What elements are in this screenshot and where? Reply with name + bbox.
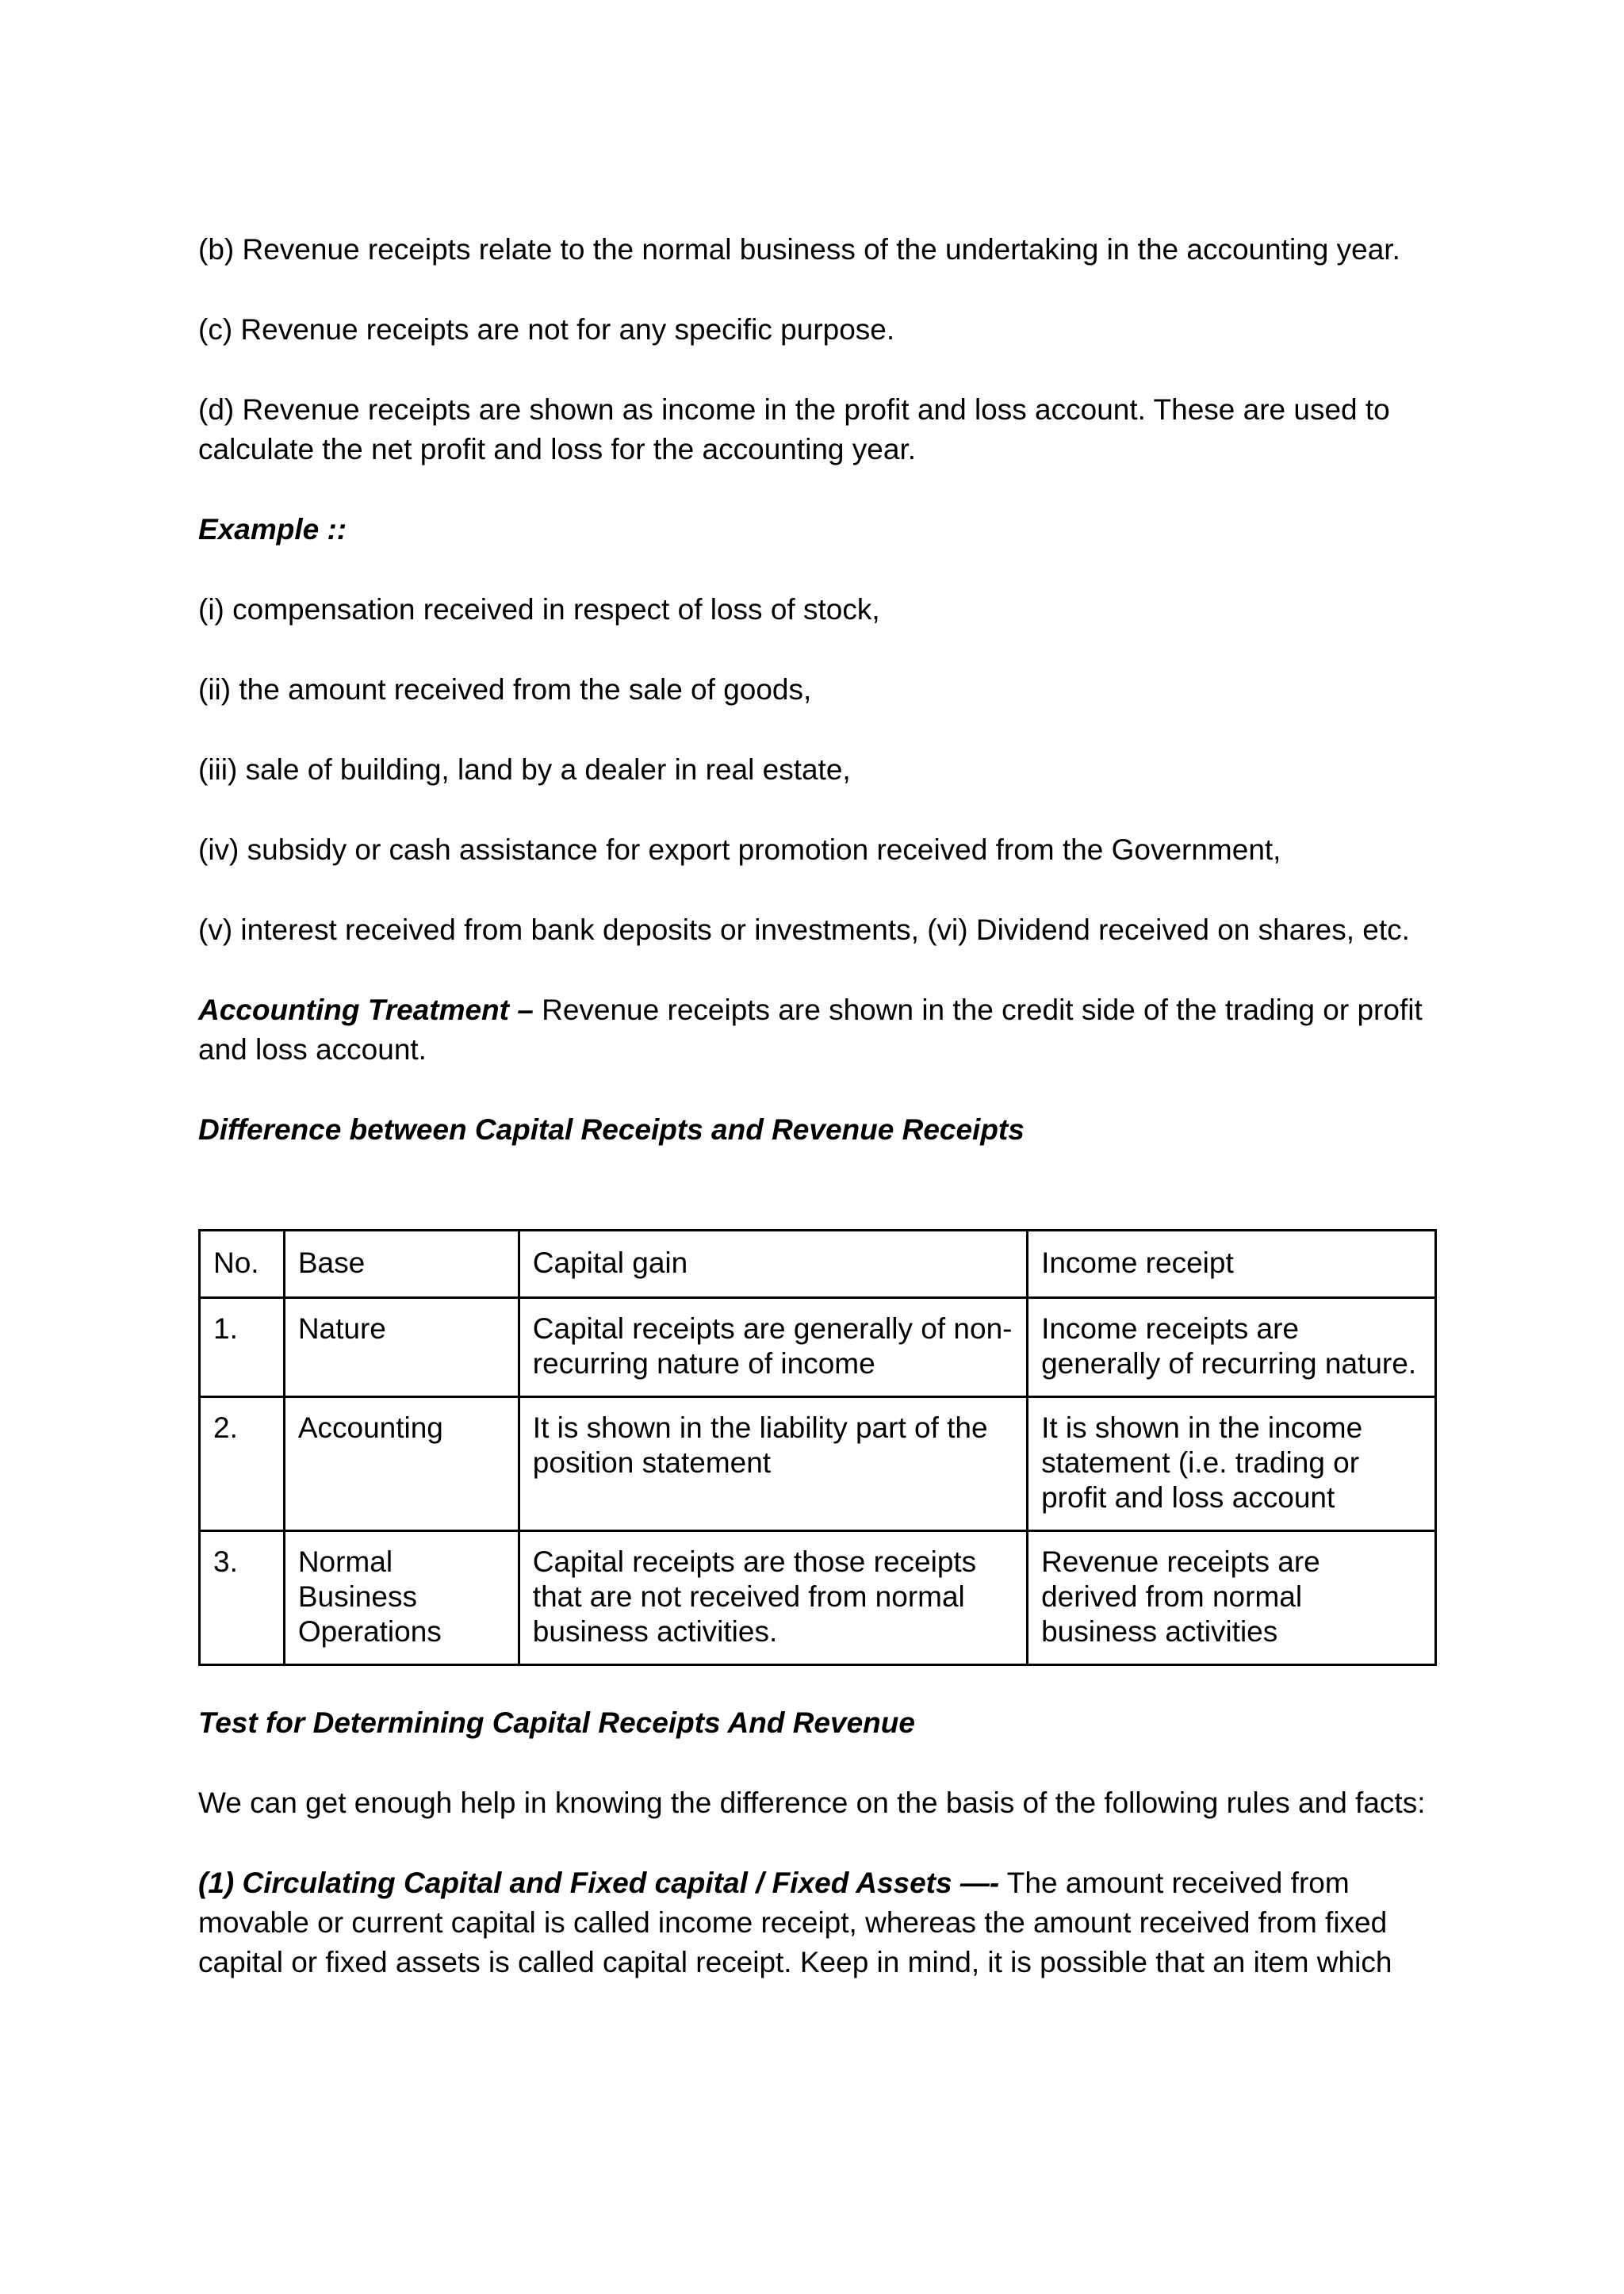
table-cell-no: 1.: [200, 1298, 285, 1397]
test-intro: We can get enough help in knowing the difference on the basis of the following rules and facts:: [198, 1787, 1426, 1819]
rule-1-text: The amount received from movable or current capital is called income receipt, whereas the amount received from fixed capital or fixed assets is called capital receipt. Keep in mind, it is possible that an item which: [198, 1867, 1392, 1978]
document-page: [198, 230, 1443, 2023]
table-cell-base: Normal Business Operations: [284, 1531, 519, 1665]
table-cell-no: 3.: [200, 1531, 285, 1665]
paragraph-c: (c) Revenue receipts are not for any specific purpose.: [198, 313, 895, 346]
header-capital-gain: Capital gain: [519, 1231, 1027, 1298]
table-cell-income: Revenue receipts are derived from normal business activities: [1028, 1531, 1436, 1665]
example-item-iii: (iii) sale of building, land by a dealer in real estate,: [198, 753, 851, 786]
table-cell-capital: It is shown in the liability part of the position statement: [519, 1397, 1027, 1531]
example-item-v: (v) interest received from bank deposits or investments, (vi) Dividend received on shares, etc.: [198, 913, 1410, 946]
difference-table: [198, 1229, 1437, 1666]
header-income-receipt: Income receipt: [1028, 1231, 1436, 1298]
table-cell-income: Income receipts are generally of recurring nature.: [1028, 1298, 1436, 1397]
accounting-treatment-label: Accounting Treatment –: [198, 994, 534, 1026]
difference-heading: Difference between Capital Receipts and Revenue Receipts: [198, 1113, 1025, 1146]
accounting-treatment-paragraph: [198, 990, 1443, 1070]
paragraph-b: (b) Revenue receipts relate to the normal business of the undertaking in the accounting year.: [198, 233, 1400, 266]
example-heading: Example ::: [198, 513, 347, 546]
table-cell-base: Accounting: [284, 1397, 519, 1531]
example-item-ii: (ii) the amount received from the sale of goods,: [198, 673, 812, 706]
example-item-iv: (iv) subsidy or cash assistance for export promotion received from the Government,: [198, 833, 1281, 866]
table-row: [200, 1298, 1436, 1397]
header-base: Base: [284, 1231, 519, 1298]
rule-1-label: (1) Circulating Capital and Fixed capital / Fixed Assets —-: [198, 1867, 1000, 1899]
table-cell-base: Nature: [284, 1298, 519, 1397]
table-cell-no: 2.: [200, 1397, 285, 1531]
test-heading: Test for Determining Capital Receipts And Revenue: [198, 1706, 915, 1739]
table-header-row: [200, 1231, 1436, 1298]
table-cell-capital: Capital receipts are those receipts that are not received from normal business activities.: [519, 1531, 1027, 1665]
table-cell-income: It is shown in the income statement (i.e. trading or profit and loss account: [1028, 1397, 1436, 1531]
example-item-i: (i) compensation received in respect of loss of stock,: [198, 593, 880, 626]
paragraph-d: (d) Revenue receipts are shown as income in the profit and loss account. These are used to calculate the net profit and loss for the accounting year.: [198, 393, 1390, 465]
table-row: [200, 1531, 1436, 1665]
accounting-treatment-text: Revenue receipts are shown in the credit side of the trading or profit and loss account.: [198, 994, 1423, 1066]
rule-1-paragraph: [198, 1863, 1443, 1982]
table-row: [200, 1397, 1436, 1531]
header-no: No.: [200, 1231, 285, 1298]
table-cell-capital: Capital receipts are generally of non-recurring nature of income: [519, 1298, 1027, 1397]
